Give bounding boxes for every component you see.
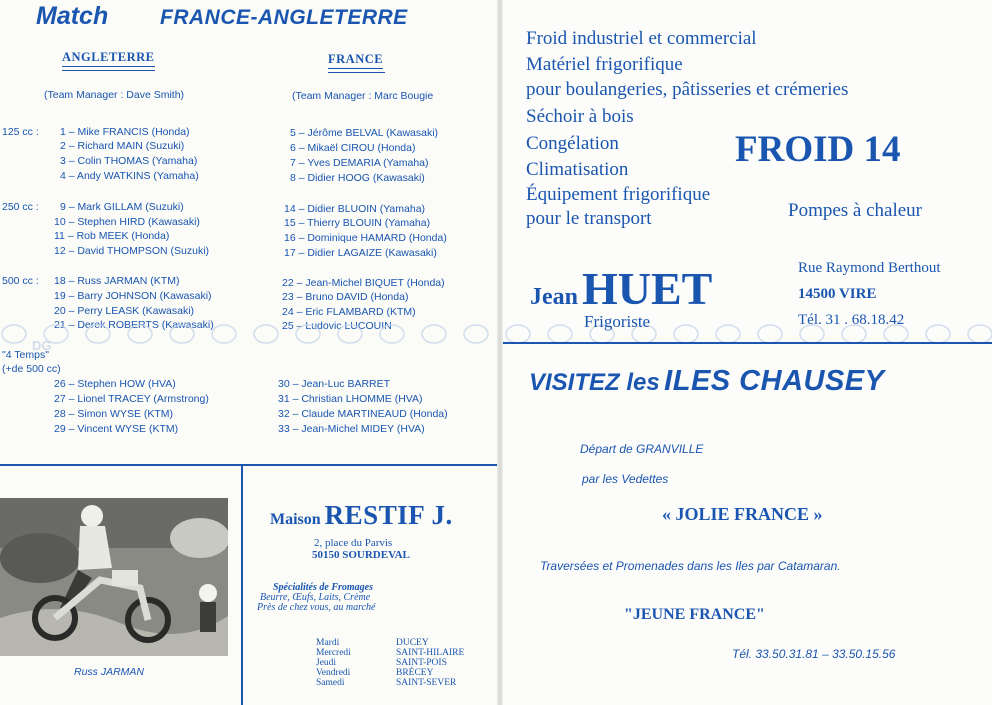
watermark-loop (464, 325, 488, 343)
watermark-loop (926, 325, 950, 343)
team-france-heading: FRANCE (328, 52, 383, 69)
huet-first: Jean (530, 284, 578, 310)
rider-entry: 6 – Mikaël CIROU (Honda) (290, 142, 416, 154)
rider-entry: 7 – Yves DEMARIA (Yamaha) (290, 157, 429, 169)
rider-entry: 31 – Christian LHOMME (HVA) (278, 393, 423, 405)
watermark-loop (380, 325, 404, 343)
watermark-loop (548, 325, 572, 343)
rider-entry: 30 – Jean-Luc BARRET (278, 378, 391, 390)
huet-frigoriste: Frigoriste (584, 312, 651, 331)
watermark-loop (2, 325, 26, 343)
froid-pompes: Pompes à chaleur (788, 200, 923, 221)
rider-entry: 9 – Mark GILLAM (Suzuki) (60, 201, 184, 213)
restif-address2: 50150 SOURDEVAL (312, 549, 410, 561)
watermark-loop (128, 325, 152, 343)
photo-caption: Russ JARMAN (74, 666, 145, 678)
rider-photo (0, 498, 228, 656)
watermark-text: DG (32, 338, 52, 353)
angleterre-manager: (Team Manager : Dave Smith) (44, 89, 185, 101)
rider-entry: 12 – David THOMPSON (Suzuki) (54, 245, 210, 257)
class-label-125: 125 cc : (2, 126, 39, 138)
watermark-loop (758, 325, 782, 343)
froid-line: pour le transport (526, 208, 652, 229)
class-label-4temps-sub: (+de 500 cc) (2, 363, 61, 375)
france-manager: (Team Manager : Marc Bougie (292, 90, 434, 102)
market-town: BRÉCEY (396, 668, 434, 678)
chausey-jeune-france: "JEUNE FRANCE" (624, 606, 765, 623)
right-divider (503, 342, 992, 344)
rider-entry: 16 – Dominique HAMARD (Honda) (284, 232, 447, 244)
restif-spec3: Près de chez vous, au marché (257, 602, 376, 613)
rider-entry: 21 – Derek ROBERTS (Kawasaki) (54, 319, 214, 331)
left-vertical-divider (241, 464, 243, 705)
watermark-loop (296, 325, 320, 343)
watermark-loop (422, 325, 446, 343)
rider-entry: 33 – Jean-Michel MIDEY (HVA) (278, 423, 425, 435)
froid-line: Climatisation (526, 159, 629, 180)
watermark-loop (170, 325, 194, 343)
chausey-depart: Départ de GRANVILLE (580, 442, 704, 456)
watermark-loop (506, 325, 530, 343)
froid-line: Congélation (526, 133, 619, 154)
huet-tel: Tél. 31 . 68.18.42 (798, 312, 905, 328)
froid-brand: FROID 14 (735, 129, 901, 170)
froid-line: pour boulangeries, pâtisseries et crémeries (526, 79, 849, 100)
rider-entry: 27 – Lionel TRACEY (Armstrong) (54, 393, 209, 405)
chausey-tel: Tél. 33.50.31.81 – 33.50.15.56 (732, 647, 896, 661)
rider-entry: 20 – Perry LEASK (Kawasaki) (54, 305, 195, 317)
rider-entry: 28 – Simon WYSE (KTM) (54, 408, 174, 420)
huet-city: 14500 VIRE (798, 286, 877, 302)
match-subtitle: FRANCE-ANGLETERRE (160, 6, 408, 29)
class-label-4temps: "4 Temps" (2, 349, 49, 361)
froid-line: Froid industriel et commercial (526, 28, 757, 49)
rider-entry: 24 – Eric FLAMBARD (KTM) (282, 306, 416, 318)
rider-entry: 17 – Didier LAGAIZE (Kawasaki) (284, 247, 437, 259)
watermark-loop (968, 325, 992, 343)
restif-spec1: Spécialités de Fromages (273, 582, 373, 593)
chausey-iles: ILES CHAUSEY (664, 365, 885, 397)
market-day: Samedi (316, 678, 345, 688)
rider-entry: 15 – Thierry BLOUIN (Yamaha) (284, 217, 431, 229)
watermark-loop (716, 325, 740, 343)
restif-towns (396, 638, 464, 688)
class-label-250: 250 cc : (2, 201, 39, 213)
watermark-loop (212, 325, 236, 343)
rider-entry: 22 – Jean-Michel BIQUET (Honda) (282, 277, 445, 289)
rider-entry: 11 – Rob MEEK (Honda) (54, 230, 170, 242)
chausey-traversees: Traversées et Promenades dans les Iles par Catamaran. (540, 559, 841, 573)
froid-line: Matériel frigorifique (526, 54, 683, 75)
market-day: Vendredi (316, 668, 351, 678)
huet-last: HUET (582, 263, 713, 314)
team-france-underline (328, 72, 385, 73)
rider-entry: 14 – Didier BLUOIN (Yamaha) (284, 203, 426, 215)
rider-entry: 25 – Ludovic LUCOUIN (282, 320, 392, 332)
chausey-title (529, 365, 885, 398)
rider-entry: 8 – Didier HOOG (Kawasaki) (290, 172, 425, 184)
rider-entry: 23 – Bruno DAVID (Honda) (282, 291, 409, 303)
rider-entry: 26 – Stephen HOW (HVA) (54, 378, 176, 390)
team-angleterre-heading: ANGLETERRE (62, 50, 155, 67)
match-title: Match (36, 2, 109, 30)
team-angleterre-underline (62, 70, 155, 71)
market-day: Jeudi (316, 658, 337, 668)
market-town: DUCEY (396, 638, 429, 648)
watermark-loop (674, 325, 698, 343)
rider-entry: 19 – Barry JOHNSON (Kawasaki) (54, 290, 212, 302)
chausey-vedettes: par les Vedettes (582, 472, 669, 486)
left-divider (0, 464, 497, 466)
rider-entry: 5 – Jérôme BELVAL (Kawasaki) (290, 127, 439, 139)
restif-address1: 2, place du Parvis (314, 537, 393, 549)
froid-line: Séchoir à bois (526, 106, 634, 127)
watermark-loop (86, 325, 110, 343)
rider-entry: 4 – Andy WATKINS (Yamaha) (60, 170, 199, 182)
chausey-visitez: VISITEZ les (529, 369, 660, 396)
watermark-loop (254, 325, 278, 343)
rider-entry: 1 – Mike FRANCIS (Honda) (60, 126, 190, 138)
rider-entry: 32 – Claude MARTINEAUD (Honda) (278, 408, 448, 420)
huet-street: Rue Raymond Berthout (798, 260, 941, 276)
market-town: SAINT-SEVER (396, 678, 457, 688)
market-day: Mardi (316, 638, 340, 648)
motocross-image (0, 498, 228, 656)
rider-entry: 29 – Vincent WYSE (KTM) (54, 423, 179, 435)
chausey-jolie-france: « JOLIE FRANCE » (662, 504, 823, 524)
restif-maison: Maison (270, 511, 321, 528)
market-town: SAINT-POIS (396, 658, 447, 668)
market-town: SAINT-HILAIRE (396, 648, 465, 658)
watermark-loop (338, 325, 362, 343)
restif-spec2: Beurre, Œufs, Laits, Crème (260, 592, 371, 603)
class-label-500: 500 cc : (2, 275, 39, 287)
restif-name: RESTIF J. (324, 500, 453, 530)
rider-entry: 2 – Richard MAIN (Suzuki) (60, 140, 185, 152)
rider-entry: 3 – Colin THOMAS (Yamaha) (60, 155, 198, 167)
huet-name (530, 262, 712, 315)
rider-entry: 10 – Stephen HIRD (Kawasaki) (54, 216, 200, 228)
market-day: Mercredi (316, 648, 351, 658)
froid-line: Équipement frigorifique (526, 184, 711, 205)
restif-header (270, 500, 453, 531)
rider-entry: 18 – Russ JARMAN (KTM) (54, 275, 180, 287)
restif-days (316, 638, 351, 688)
